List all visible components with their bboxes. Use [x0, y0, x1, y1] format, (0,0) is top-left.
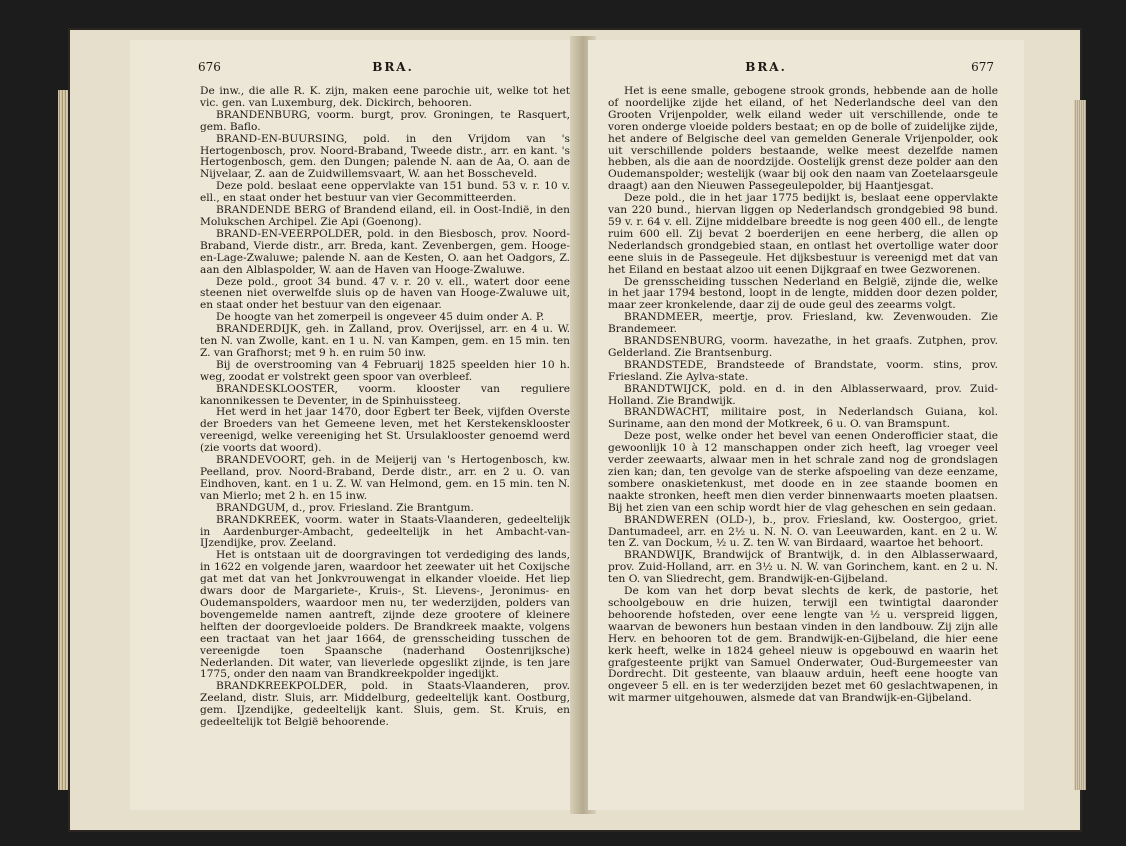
right-page — [588, 40, 1024, 810]
paragraph: De grensscheiding tusschen Nederland en België, zijnde die, welke in het jaar 1794 bestond, loopt in de lengte, midden door dezen polder, maar zeer kronkelende, daar zij de oude geul des zeearms volgt. — [608, 275, 998, 312]
paragraph: Deze post, welke onder het bevel van eenen Onderofficier staat, die gewoonlijk 10 à 12 manschappen onder zich heeft, lag vroeger veel verder zeewaarts, alwaar men in het schrale zand nog de grondslagen zien kan; dan, ten gevolge van de sterke afspoeling van deze eenzame, sombere onaskietenkust, met doode en in zee staande boomen en naakte stronken, heeft men dien verder binnenwaarts moeten plaatsen. Bij het zien van een schip wordt hier de vlag geheschen en sein gedaan. — [608, 430, 998, 514]
left-page-number: 676 — [198, 60, 221, 74]
entry-paragraph: BRANDWACHT, militaire post, in Nederlandsch Guiana, kol. Suriname, aan den mond der Motkreek, 6 u. O. van Bramspunt. — [608, 406, 998, 431]
entry-paragraph: BRANDESKLOOSTER, voorm. klooster van reguliere kanonnikessen te Deventer, in de Spinhuissteeg. — [200, 382, 570, 407]
paragraph: De inw., die alle R. K. zijn, maken eene parochie uit, welke tot het vic. gen. van Luxemburg, dek. Dickirch, behooren. — [200, 85, 570, 109]
left-page-text — [200, 86, 570, 729]
paragraph: De kom van het dorp bevat slechts de kerk, de pastorie, het schoolgebouw en drie huizen, terwijl een twintigtal daaronder behoorende hofsteden, over eene lengte van ½ u. verspreid liggen, waarvan de bewoners hun bestaan vinden in den landbouw. Zij zijn alle Herv. en behooren tot de gem. Brandwijk-en-Gijbeland, die hier eene kerk heeft, welke in 1824 geheel nieuw is opgebouwd en waarin het grafgesteente prijkt van Samuel Onderwater, Oud-Burgemeester van Dordrecht. Dit gesteente, van blaauw arduin, heeft eene hoogte van ongeveer 5 ell. en is ter wederzijden bezet met 60 geslachtwapenen, in wit marmer uitgehouwen, alsmede dat van Brandwijk-en-Gijbeland. — [608, 585, 998, 705]
entry-paragraph: BRAND-EN-VEERPOLDER, pold. in den Biesbosch, prov. Noord-Braband, Vierde distr., arr. Breda, kant. Zevenbergen, gem. Hooge-en-Lage-Zwaluwe; palende N. aan de Kesten, O. aan het Oadgors, Z. aan den Alblaspolder, W. aan de Haven van Hooge-Zwaluwe. — [200, 227, 570, 276]
paragraph: Het is ontstaan uit de doorgravingen tot verdediging des lands, in 1622 en volgende jaren, waardoor het zeewater uit het Coxijsche gat met dat van het Jonkvrouwengat in elkander vloeide. Het liep dwars door de Margariete-, Kruis-, St. Lievens-, Jeronimus- en Oudemanspolders, waardoor men nu, ter wederzijden, polders van bovengemelde namen aantreft, zijnde deze grootere of kleinere helften der doorgevloeide polders. De Brandkreek maakte, volgens een tractaat van het jaar 1664, de grensscheiding tusschen de vereenigde toen Spaansche (naderhand Oostenrijksche) Nederlanden. Dit water, van lieverlede opgeslikt zijnde, is ten jare 1775, onder den naam van Brandkreekpolder ingedijkt. — [200, 549, 570, 681]
paragraph: Bij de overstrooming van 4 Februarij 1825 speelden hier 10 h. weg, zoodat er volstrekt geen spoor van overbleef. — [200, 358, 570, 383]
entry-paragraph: BRANDWIJK, Brandwijck of Brantwijk, d. in den Alblasserwaard, prov. Zuid-Holland, arr. en 3½ u. N. W. van Gorinchem, kant. en 2 u. N. ten O. van Sliedrecht, gem. Brandwijk-en-Gijbeland. — [608, 549, 998, 586]
entry-paragraph: BRANDENDE BERG of Brandend eiland, eil. in Oost-Indië, in den Molukschen Archipel. Zie Api (Goenong). — [200, 204, 570, 228]
entry-paragraph: BRANDSENBURG, voorm. havezathe, in het graafs. Zutphen, prov. Gelderland. Zie Brantsenburg. — [608, 335, 998, 359]
entry-paragraph: BRANDMEER, meertje, prov. Friesland, kw. Zevenwouden. Zie Brandemeer. — [608, 311, 998, 336]
entry-paragraph: BRANDTWIJCK, pold. en d. in den Alblasserwaard, prov. Zuid-Holland. Zie Brandwijk. — [608, 382, 998, 407]
right-page-number: 677 — [971, 60, 994, 74]
paragraph: Deze pold., groot 34 bund. 47 v. r. 20 v. ell., watert door eene steenen niet overwelfde sluis op de haven van Hooge-Zwaluwe uit, en staat onder het bestuur van den eigenaar. — [200, 275, 570, 312]
paragraph: Het werd in het jaar 1470, door Egbert ter Beek, vijfden Overste der Broeders van het Gemeene leven, met het Kerstekensklooster vereenigd, welke vereeniging het St. Ursulaklooster genoemd werd (zie voorts dat woord). — [200, 406, 570, 455]
right-page-text — [608, 86, 998, 705]
entry-paragraph: BRANDWEREN (OLD-), b., prov. Friesland, kw. Oostergoo, griet. Dantumadeel, arr. en 2½ u. N. N. O. van Leeuwarden, kant. en 2 u. W. ten Z. van Dockum, ½ u. Z. ten W. van Birdaard, waartoe het behoort. — [608, 513, 998, 550]
entry-paragraph: BRANDGUM, d., prov. Friesland. Zie Brantgum. — [216, 501, 474, 514]
right-page-running-head: BRA. — [745, 60, 787, 74]
page-edges-right — [1074, 100, 1086, 790]
entry-paragraph: BRANDSTEDE, Brandsteede of Brandstate, voorm. stins, prov. Friesland. Zie Aylva-state. — [608, 358, 998, 383]
entry-paragraph: BRANDKREEK, voorm. water in Staats-Vlaanderen, gedeeltelijk in Aardenburger-Ambacht, gedeeltelijk in het Ambacht-van-IJzendijke, prov. Zeeland. — [200, 513, 570, 550]
entry-paragraph: BRANDENBURG, voorm. burgt, prov. Groningen, te Rasquert, gem. Baflo. — [200, 108, 570, 133]
entry-paragraph: BRAND-EN-BUURSING, pold. in den Vrijdom van 's Hertogenbosch, prov. Noord-Braband, Tweede distr., arr. en kant. 's Hertogenbosch, gem. den Dungen; palende N. aan de Aa, O. aan de Nijvelaar, Z. aan de Zuidwillemsvaart, W. aan het Bosscheveld. — [200, 132, 570, 181]
left-page-header — [130, 60, 576, 78]
paragraph: Het is eene smalle, gebogene strook gronds, hebbende aan de holle of noordelijke zijde het eiland, of het Nederlandsche deel van den Grooten Vrijenpolder, welk eiland weder uit verschillende, onde te voren onderge vloeide polders bestaat; en op de bolle of zuidelijke zijde, het andere of Belgische deel van gemelden Generale Vrijenpolder, ook uit verschillende polders bestaande, welke meest dezelfde namen hebben, als die aan de noordzijde. Oostelijk grenst deze polder aan den Oudemanspolder; westelijk (waar bij ook den naam van Zoetelaarsgeule draagt) aan den Nieuwen Passegeulepolder, bij Haantjesgat. — [608, 85, 998, 193]
paragraph: Deze pold. beslaat eene oppervlakte van 151 bund. 53 v. r. 10 v. ell., en staat onder het bestuur van vier Gecommitteerden. — [200, 180, 570, 205]
entry-paragraph: BRANDERDIJK, geh. in Zalland, prov. Overijssel, arr. en 4 u. W. ten N. van Zwolle, kant. en 1 u. N. van Kampen, gem. en 15 min. ten Z. van Grafhorst; met 9 h. en ruim 50 inw. — [200, 323, 570, 359]
left-page — [130, 40, 576, 810]
paragraph: De hoogte van het zomerpeil is ongeveer 45 duim onder A. P. — [216, 311, 545, 324]
entry-paragraph: BRANDKREEKPOLDER, pold. in Staats-Vlaanderen, prov. Zeeland, distr. Sluis, arr. Middelburg, gedeeltelijk kant. Oostburg, gem. IJzendijke, gedeeltelijk kant. Sluis, gem. St. Kruis, en gedeeltelijk tot België behoorende. — [200, 680, 570, 729]
right-page-header — [588, 60, 1024, 78]
entry-paragraph: BRANDEVOORT, geh. in de Meijerij van 's Hertogenbosch, kw. Peelland, prov. Noord-Braband, Derde distr., arr. en 2 u. O. van Eindhoven, kant. en 1 u. Z. W. van Helmond, gem. en 15 min. ten N. van Mierlo; met 2 h. en 15 inw. — [200, 454, 570, 502]
left-page-running-head: BRA. — [372, 60, 414, 74]
paragraph: Deze pold., die in het jaar 1775 bedijkt is, beslaat eene oppervlakte van 220 bund., hiervan liggen op Nederlandsch grondgebied 98 bund. 59 v. r. 64 v. ell. Zijne middelbare breedte is nog geen 400 ell., de lengte ruim 600 ell. Zij bevat 2 boerderijen en eene herberg, die allen op Nederlandsch grondgebied staan, en ontlast het overtollige water door eene sluis in de Passegeule. Het dijksbestuur is vereenigd met dat van het Eiland en bestaat alzoo uit eenen Dijkgraaf en twee Gezworenen. — [608, 192, 998, 276]
